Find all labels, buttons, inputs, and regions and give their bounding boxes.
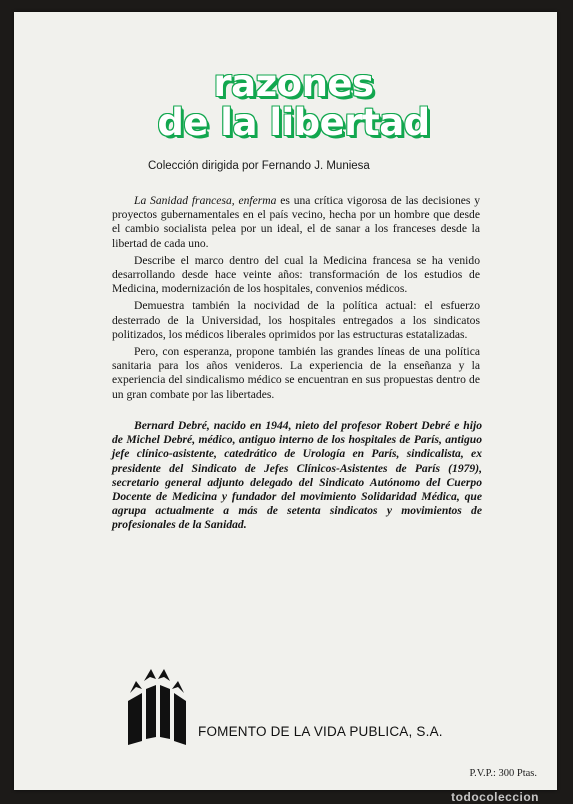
- description-paragraph-4: Pero, con esperanza, propone también las grandes líneas de una política sanitaria para los años venideros. La experiencia de la enseñanza y la experiencia del sindicalismo médico se encuentran en sus propuestas dentro de un gran combate por las libertades.: [112, 345, 480, 401]
- publisher-logo-icon: [124, 667, 190, 745]
- description-paragraph-1: [112, 194, 480, 251]
- series-title-line1: razones: [213, 62, 374, 105]
- retail-price: P.V.P.: 300 Ptas.: [469, 768, 537, 779]
- collection-editor: Colección dirigida por Fernando J. Muniesa: [148, 160, 370, 172]
- site-watermark: todocoleccion: [451, 790, 539, 804]
- publisher-name: FOMENTO DE LA VIDA PUBLICA, S.A.: [198, 724, 443, 739]
- book-title-inline: La Sanidad francesa, enferma: [134, 194, 277, 207]
- description-p1-text: es una crítica vigorosa de las decisiones y proyectos gubernamentales en el país vecino, hecha por un hombre que desde el cambio socialista pelea por un ideal, el de sanar a los franceses desde la libertad de cada uno.: [112, 194, 480, 250]
- description-paragraph-3: Demuestra también la nocividad de la política actual: el esfuerzo desterrado de la Universidad, los hospitales entregados a los sindicatos politizados, los médicos liberales oprimidos por las estructuras estatalizadas.: [112, 299, 480, 341]
- book-description: [112, 194, 480, 405]
- series-title-line2: de la libertad: [157, 101, 430, 144]
- book-back-cover: [14, 12, 557, 804]
- description-paragraph-2: Describe el marco dentro del cual la Medicina francesa se ha venido desarrollando desde hace veinte años: transformación de los estudios de Medicina, modernización de los hospitales, convenios médicos.: [112, 253, 480, 296]
- author-biography: Bernard Debré, nacido en 1944, nieto del profesor Robert Debré e hijo de Michel Debré, médico, antiguo interno de los hospitales de París, antiguo jefe clínico-asistente, catedrático de Urología en París, sindicalista, ex presidente del Sindicato de Jefes Clínicos-Asistentes de París (1979), secretario general adjunto delegado del Sindicato Autónomo del Cuerpo Docente de Medicina y fundador del movimiento Solidaridad Médica, que agrupa actualmente a más de setenta sindicatos y movimientos de profesionales de la Sanidad.: [112, 419, 482, 532]
